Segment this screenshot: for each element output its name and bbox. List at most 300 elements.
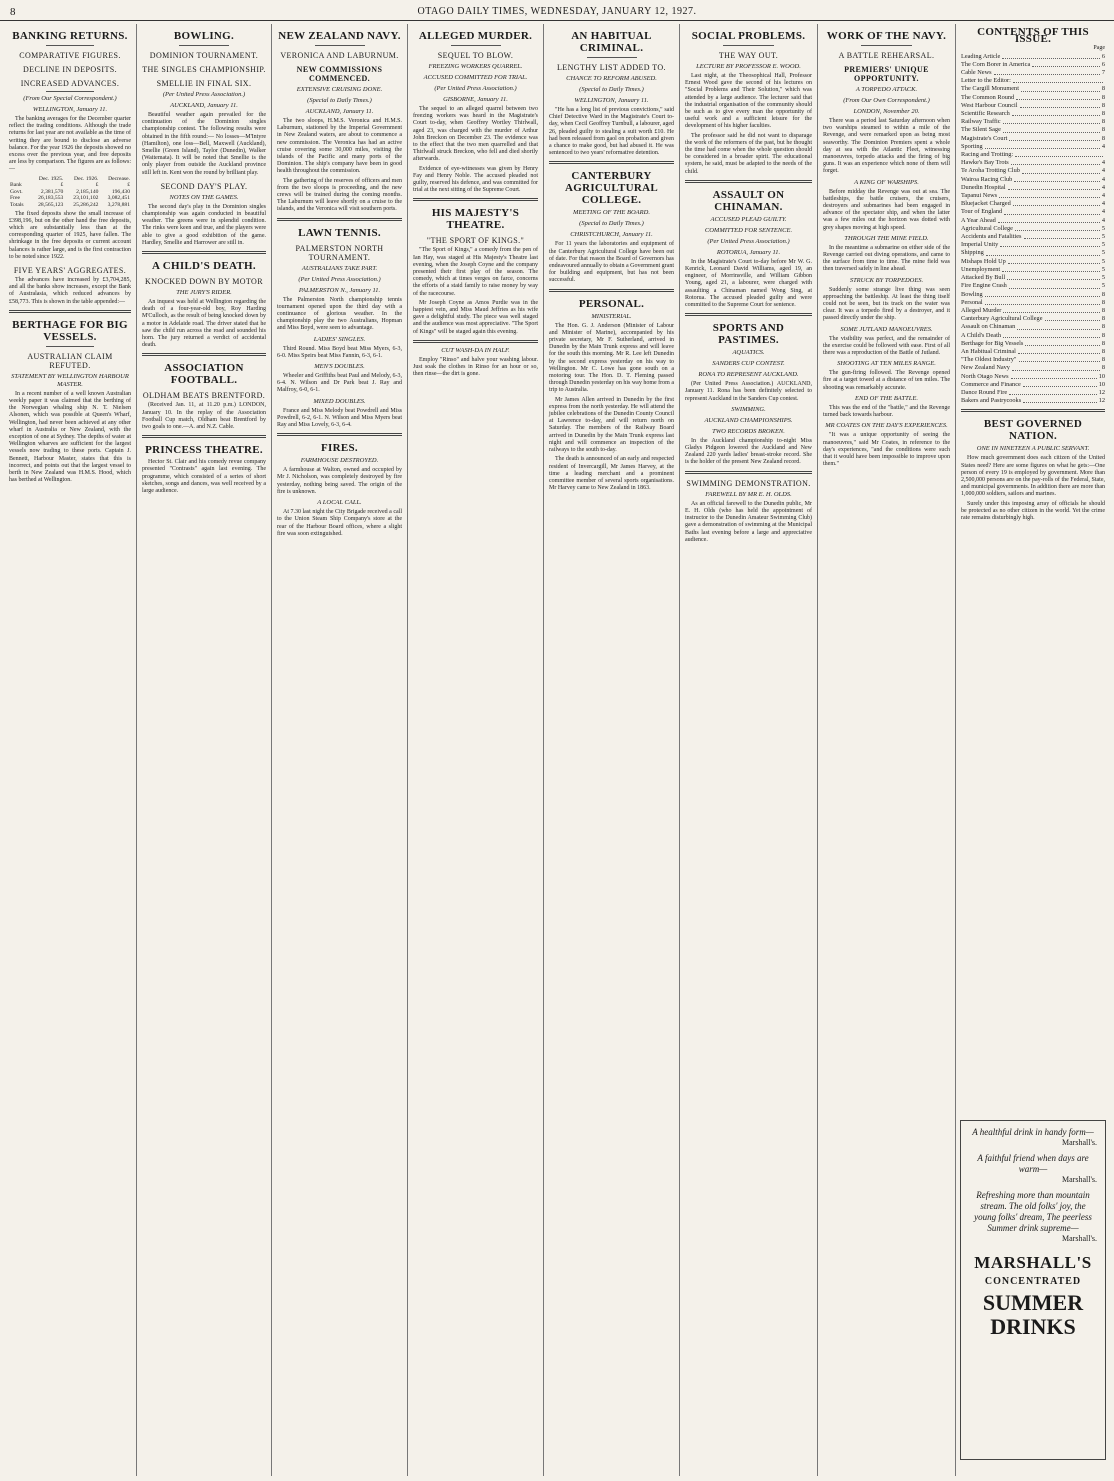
article-text: The Hon. G. J. Anderson (Minister of Labour and Minister of Marine), accompanied by his private secretary, Mr F. Sutherland, arrived in Dunedin by the Main Trunk express and will leave for the south this morning. Mr R. Lee left Dunedin by the second express yesterday on his way to Wellington. Mr C. Lowe has gone south on a motoring tour. The Hon. D. T. Fleming passed through Dunedin yesterday on his way home from a trip to Australia. (549, 322, 674, 394)
subhead: MR COATES ON THE DAY'S EXPERIENCES. (825, 422, 948, 430)
article-text: Surely under this imposing array of officials he should be protected as no other citizen in the world. Yet the crime rate remains disturbingly high. (961, 500, 1105, 521)
subhead: MEN'S DOUBLES. (314, 363, 365, 371)
toc-item-title: Tour of England (961, 208, 1003, 216)
subhead: ONE IN NINETEEN A PUBLIC SERVANT. (976, 445, 1090, 453)
toc-item-title: Personal (961, 298, 983, 306)
toc-item-page: 5 (1101, 249, 1105, 257)
toc-item (961, 225, 1105, 233)
toc-item-title: Bowling (961, 290, 983, 298)
toc-item (961, 266, 1105, 274)
toc-item (961, 217, 1105, 225)
subhead: DECLINE IN DEPOSITS. (23, 65, 117, 74)
toc-leader (985, 299, 1100, 305)
toc-item (961, 364, 1105, 372)
page-number: 8 (10, 6, 16, 18)
headline-personal: PERSONAL. (578, 297, 645, 310)
toc-item-title: A Year Ahead (961, 216, 996, 224)
subhead: PALMERSTON NORTH TOURNAMENT. (295, 243, 384, 262)
toc-leader (1013, 77, 1103, 83)
dateline: PALMERSTON N., January 11. (298, 286, 381, 294)
table-cell: £ (95, 182, 99, 189)
toc-leader (1003, 126, 1100, 132)
article-text: The gun-firing followed. The Revenge opened fire at a target towed at a distance of ten miles. The shooting was remarkably accurate. (823, 370, 950, 391)
toc-leader (1020, 102, 1100, 108)
toc-item-title: Cable News (961, 69, 992, 77)
toc-leader (1025, 340, 1100, 346)
ad-line: A healthful drink in handy form— (972, 1127, 1094, 1137)
toc-item-page: 8 (1101, 347, 1105, 355)
toc-item (961, 61, 1105, 69)
subhead: A LOCAL CALL. (317, 499, 362, 507)
toc-item-page: 4 (1101, 167, 1105, 175)
column-criminal (544, 24, 680, 1476)
article-text: Before midday the Revenge was out at sea. The battleships, the battle cruisers, the cruisers, destroyers and submarines had been engaged in advance of the spectator ship, and when the latter was a few miles out the horizon was dotted with grey shapes moving at high speed. (823, 188, 950, 231)
toc-item-title: Bluejacket Charged (961, 200, 1011, 208)
article-text: Evidence of eye-witnesses was given by Henry Fay and Henry Noble. The accused pleaded not guilty, reserved his defence, and was committed for trial at the next sitting of the Supreme Court. (413, 165, 538, 194)
toc-leader (1023, 397, 1097, 403)
article-text: In the Magistrate's Court to-day before Mr W. G. Kenrick, Leonard David Williams, aged 19, an engineer, of Morrinsville, and William Gibbon Young, aged 21, a labourer, were charged with assaulting a Chinaman named Wong Sing, at Rotorua. The accused pleaded guilty and were committed to the Supreme Court for sentence. (685, 258, 812, 309)
toc-item (961, 315, 1105, 323)
toc-item-title: Te Aroha Trotting Club (961, 167, 1020, 175)
toc-item-page: 8 (1101, 331, 1105, 339)
toc-item (961, 184, 1105, 192)
toc-leader (1018, 348, 1100, 354)
toc-item-page: 8 (1101, 339, 1105, 347)
toc-item-title: Racing and Trotting: (961, 151, 1014, 159)
table-cell: 28,565,123 (38, 202, 64, 208)
subhead: LADIES' SINGLES. (313, 335, 366, 343)
table-cell: Dec. 1926. (74, 175, 99, 182)
toc-item-title: Berthage for Big Vessels (961, 339, 1024, 347)
toc-item-title: West Harbour Council (961, 101, 1018, 109)
table-cell: Decrease. (108, 175, 130, 182)
ad-brand: Marshall's. (1062, 1234, 1097, 1243)
toc-item-page: 5 (1101, 241, 1105, 249)
subhead: "THE SPORT OF KINGS." (426, 236, 525, 246)
toc-item (961, 126, 1105, 134)
toc-item-title: Wairoa Racing Club (961, 175, 1013, 183)
toc-item-title: New Zealand Navy (961, 364, 1010, 372)
toc-leader (1021, 85, 1100, 91)
toc-item-title: Agricultural College (961, 224, 1013, 232)
table-cell: 23,101,102 (73, 195, 99, 202)
toc-leader (1012, 110, 1100, 116)
headline-child-death: A CHILD'S DEATH. (152, 260, 256, 273)
subhead: SHOOTING AT TEN MILES RANGE. (837, 360, 936, 368)
toc-leader (1009, 282, 1100, 288)
toc-leader (1004, 208, 1100, 214)
toc-leader (1022, 167, 1100, 173)
toc-leader (1009, 389, 1097, 395)
article-text: "The Sport of Kings," a comedy from the pen of Ian Hay, was staged at His Majesty's Theatre last evening, when the Joseph Coyne and the company presented their first play of the season. The comedy, which at times verges on farce, concerns the efforts of a staid family to raise money by way of the racecourse. (413, 247, 538, 297)
toc-item-page: 8 (1101, 110, 1105, 118)
headline-theatre: PRINCESS THEATRE. (145, 444, 263, 457)
article-text: Employ "Rinso" and halve your washing labour. Just soak the clothes in Rinso for an hour or so, then rinse—the dirt is gone. (413, 356, 538, 378)
article-text: The banking averages for the December quarter reflect the trading conditions. Although the trade returns for last year are not available as the time of writing they are bound to disclose an adverse balance. For the year 1926 the deposits showed no excess over the previous year, and free deposits are less by comparison. The figures are as follows:— (9, 116, 131, 173)
toc-leader (1023, 381, 1097, 387)
toc-item (961, 85, 1105, 93)
toc-item-page: 4 (1101, 175, 1105, 183)
dateline: LONDON, November 20. (853, 108, 920, 115)
table-cell: 25,286,242 (73, 202, 99, 208)
article-text: Suddenly some strange live thing was seen approaching the battleship. At least the thing itself could not be seen, but its track on the water was clear. It was a torpedo fired by a destroyer, and it passed directly under the ship. (823, 286, 950, 322)
table-of-contents (961, 53, 1105, 406)
article-text: How much government does each citizen of the United States need? Here are some figures on what he gets:—One person of every 19 is employed by government. More than 2,500,000 persons are on the pay-rolls of the Federal, State, and municipal governments. In addition there are more than 1,000,000 soldiers, sailors and marines. (961, 455, 1105, 498)
subhead: FARMHOUSE DESTROYED. (300, 457, 379, 465)
article-text: The two sloops, H.M.S. Veronica and H.M.S. Laburnum, stationed by the Imperial Government in New Zealand waters, are about to commence a new commission. The Veronica has had an active cruise covering some 30,000 miles, visiting the islands of the Pacific and many ports of the Dominion. The ship's company have been in good health throughout the commission. (277, 118, 402, 175)
headline-criminal: AN HABITUAL CRIMINAL. (571, 30, 652, 54)
toc-item (961, 299, 1105, 307)
subhead: MEETING OF THE BOARD. (573, 209, 650, 217)
toc-item (961, 159, 1105, 167)
toc-item (961, 241, 1105, 249)
deposits-table (9, 176, 131, 209)
headline-murder: ALLEGED MURDER. (418, 30, 533, 42)
ad-line: Refreshing more than mountain stream. The old folks' joy, the young folks' dream, The peerless Summer drink supreme— (974, 1190, 1092, 1233)
toc-item (961, 135, 1105, 143)
column-murder (408, 24, 544, 1476)
toc-item-page: 5 (1101, 282, 1105, 290)
article-text: In the meantime a submarine on either side of the Revenge carried out diving operations, and came to the surface from time to time. The mine field was then traversed safely in line ahead. (823, 244, 950, 273)
article-text: The gathering of the reserves of officers and men from the two sloops is proceeding, and the new crews will be trained during the coming months. The Laburnum will leave shortly on a cruise to the islands, and the Veronica will visit southern ports. (277, 177, 402, 213)
dateline: AUCKLAND, January 11. (170, 102, 238, 109)
toc-item-page: 12 (1098, 397, 1105, 405)
table-row (9, 195, 131, 202)
toc-leader (1000, 241, 1100, 247)
newspaper-title: OTAGO DAILY TIMES, WEDNESDAY, JANUARY 12, 1927. (417, 6, 697, 17)
toc-leader (1008, 184, 1100, 190)
toc-item (961, 94, 1105, 102)
toc-item (961, 389, 1105, 397)
toc-item-page: 8 (1101, 85, 1105, 93)
toc-item-title: A Child's Death (961, 331, 1001, 339)
subhead: THE WAY OUT. (718, 51, 779, 60)
toc-leader (1015, 225, 1100, 231)
toc-item (961, 200, 1105, 208)
toc-item (961, 356, 1105, 364)
toc-item-title: Tapanui News (961, 192, 998, 200)
toc-leader (986, 249, 1100, 255)
toc-item-title: Alleged Murder (961, 306, 1002, 314)
toc-item (961, 110, 1105, 118)
toc-leader (1015, 151, 1103, 157)
toc-item (961, 192, 1105, 200)
table-cell: Free (10, 195, 20, 202)
column-navy (272, 24, 408, 1476)
toc-item-title: The Cargill Monument (961, 85, 1019, 93)
article-text: (Per United Press Association.) AUCKLAND, January 11. Rona has been definitely selected to represent Auckland in the Sanders Cup contest. (685, 381, 812, 402)
table-cell: 2,185,140 (76, 188, 99, 195)
subhead: AUCKLAND CHAMPIONSHIPS. (704, 416, 793, 424)
subhead: A TORPEDO ATTACK. (855, 86, 918, 93)
column-bowling (137, 24, 272, 1476)
toc-item-title: Dunedin Hospital (961, 183, 1006, 191)
table-cell: £ (127, 182, 130, 189)
table-cell: 3,082,451 (107, 195, 130, 202)
table-cell: 196,430 (111, 188, 130, 195)
toc-item (961, 381, 1105, 389)
byline: (From Our Own Correspondent.) (843, 97, 930, 104)
dateline: WELLINGTON, January 11. (574, 97, 649, 104)
column-navy-work (818, 24, 956, 1476)
subhead: COMPARATIVE FIGURES. (19, 51, 121, 60)
masthead (0, 4, 1114, 21)
toc-item-page: 8 (1101, 298, 1105, 306)
toc-leader (985, 143, 1100, 149)
toc-item-title: Canterbury Agricultural College (961, 315, 1043, 323)
subhead: ACCUSED PLEAD GUILTY. (710, 215, 787, 223)
toc-item (961, 282, 1105, 290)
ad-brand: Marshall's. (1062, 1138, 1097, 1147)
article-text: Beautiful weather again prevailed for the continuation of the Dominion singles championship contest. The following results were obtained in the fifth round:— No losses—M'Intyre (Hamilton), one loss—Bell, Maxwell (Auckland), Smellie (Green Island), Taylor (Dunedin), Walker (Waitemata). It will be noted that Smellie is the only player from outside the Auckland province still left in. Kent won the round by brilliant play. (142, 112, 266, 176)
article-text: There was a period last Saturday afternoon when two warships steamed to within a mile of the Revenge, and were remarked upon as being most seaworthy. The Dominion Premiers spent a whole day at sea with the Atlantic Fleet, witnessing manoeuvres, torpedo attacks and the firing of big guns. It was an experience which none of them will forget. (823, 118, 950, 175)
toc-leader (1007, 274, 1100, 280)
toc-item-page: 8 (1101, 356, 1105, 364)
toc-item-title: Assault on Chinaman (961, 323, 1016, 331)
toc-item (961, 340, 1105, 348)
page-label: Page (1093, 45, 1105, 52)
headline-bowling: BOWLING. (173, 30, 235, 42)
toc-leader (1045, 315, 1100, 321)
toc-item (961, 249, 1105, 257)
toc-item-page: 8 (1101, 93, 1105, 101)
toc-item-title: Leading Article (961, 52, 1001, 60)
subhead: END OF THE BATTLE. (855, 394, 918, 402)
toc-item-title: Unemployment (961, 265, 1001, 273)
toc-item-title: Sporting (961, 142, 983, 150)
toc-item-title: The Corn Borer in America (961, 60, 1031, 68)
headline-fires: FIRES. (321, 442, 358, 455)
toc-leader (1011, 159, 1100, 165)
toc-leader (1017, 323, 1100, 329)
subhead: FAREWELL BY MR E. H. OLDS. (705, 490, 792, 498)
toc-item-title: "The Oldest Industry" (961, 356, 1017, 364)
toc-item-title: Scientific Research (961, 110, 1010, 118)
article-text: Wheeler and Griffiths beat Paul and Melody, 6-3, 6-4. N. Wilson and Dr Park beat J. Ray and Malfroy, 6-0, 6-1. (277, 373, 402, 394)
subhead: STRUCK BY TORPEDOES. (849, 276, 924, 284)
subhead: FREEZING WORKERS QUARREL. (428, 63, 523, 70)
toc-leader (1003, 307, 1099, 313)
toc-item-page: 8 (1101, 118, 1105, 126)
toc-item-page: 4 (1101, 192, 1105, 200)
toc-item-title: Dance Round Fire (961, 388, 1008, 396)
toc-item (961, 274, 1105, 282)
subhead: LENGTHY LIST ADDED TO. (557, 63, 666, 72)
article-text: France and Miss Melody beat Powdrell and Miss Powdrell, 6-2, 6-1. N. Wilson and Miss Myers beat Ray and Miss Lovely, 6-3, 6-4. (277, 407, 402, 429)
toc-item (961, 143, 1105, 151)
toc-leader (1014, 176, 1100, 182)
headline-social: SOCIAL PROBLEMS. (691, 30, 806, 42)
toc-item (961, 258, 1105, 266)
ad-line: A faithful friend when days are warm— (977, 1153, 1089, 1174)
subhead: NOTES ON THE GAMES. (169, 193, 239, 201)
ad-subtitle: CONCENTRATED (984, 1276, 1082, 1287)
marshalls-advertisement (960, 1120, 1106, 1460)
toc-item-page: 4 (1101, 142, 1105, 150)
article-text: Mr James Allen arrived in Dunedin by the first express from the north yesterday. He will attend the jubilee celebrations of the Dunedin County Council at Lawrence to-day, and will return north on Saturday. The members of the Railway Board arrived in Dunedin by the Main Trunk express last night and will commence an inspection of the railways to the south to-day. (549, 396, 674, 454)
subhead: PREMIERS' UNIQUE OPPORTUNITY. (844, 65, 929, 83)
toc-item-page: 10 (1098, 380, 1105, 388)
subhead: SECOND DAY'S PLAY. (160, 181, 248, 191)
subhead: MINISTERIAL. (591, 312, 632, 320)
table-row (9, 182, 131, 189)
toc-item-title: Commerce and Finance (961, 380, 1021, 388)
toc-item (961, 323, 1105, 331)
subhead: OLDHAM BEATS BRENTFORD. (142, 391, 266, 401)
subhead: LECTURE BY PROFESSOR E. WOOD. (696, 63, 801, 70)
headline-navy: NEW ZEALAND NAVY. (278, 30, 401, 42)
byline: (Special to Daily Times.) (579, 220, 644, 228)
headline-best-governed: BEST GOVERNED NATION. (983, 418, 1083, 443)
article-text: Last night, at the Theosophical Hall, Professor Ernest Wood gave the second of his lectures on "Social Problems and Their Solution," which was attended by a large audience. The lecturer said that the industrial organisation of the community should be such as to give every man the opportunity of useful work and a sufficient leisure for the development of his higher faculties. (685, 73, 812, 130)
article-text: The professor said he did not want to disparage the work of the reformers of the past, but he thought the time had come when the whole question should be considered in a broader spirit. The educational system, he said, must be adapted to the needs of the child. (685, 132, 812, 175)
subhead: AUSTRALIANS TAKE PART. (301, 264, 378, 272)
headline-assault: ASSAULT ON CHINAMAN. (712, 188, 785, 213)
article-text: A farmhouse at Walton, owned and occupied by Mr J. Nicholson, was completely destroyed by fire yesterday, nothing being saved. The origin of the fire is unknown. (277, 467, 402, 495)
toc-leader (1008, 258, 1100, 264)
article-text: In the Auckland championship to-night Miss Gladys Pidgeon lowered the Auckland and New Zealand 220 yards ladies' breast-stroke record. She is the holder of the present New Zealand record. (685, 437, 812, 466)
subhead: COMMITTED FOR SENTENCE. (704, 226, 793, 234)
subhead: EXTENSIVE CRUISING DONE. (296, 86, 383, 93)
toc-item (961, 53, 1105, 61)
article-text: For 11 years the laboratories and equipment of the Canterbury Agricultural College have been out of date. For that reason the Board of Governors has endeavoured annually to obtain a Government grant for building and equipment, but has not been successful. (549, 241, 674, 284)
toc-item (961, 397, 1105, 405)
article-text: The advances have increased by £3,704,285, and all the banks show increases, except the Bank of Australasia, which reduced advances by £58,773. This is shown in the table appended:— (9, 277, 131, 305)
toc-leader (1016, 94, 1100, 100)
toc-item (961, 291, 1105, 299)
article-text: Mr Joseph Coyne as Amos Purdie was in the happiest vein, and Miss Maud Jeffries as his wife gave a delightful study. The piece was well staged and the audience was most appreciative. "The Sport of Kings" will be staged again this evening. (413, 299, 538, 335)
byline: (Per United Press Association.) (434, 85, 517, 92)
byline: (Per United Press Association.) (707, 237, 790, 245)
headline-berthage: BERTHAGE FOR BIG VESSELS. (12, 318, 128, 343)
toc-item-page: 8 (1101, 323, 1105, 331)
toc-leader (1009, 135, 1099, 141)
toc-item-title: Magistrate's Court (961, 134, 1008, 142)
toc-item-page: 5 (1101, 224, 1105, 232)
toc-item (961, 102, 1105, 110)
toc-leader (994, 69, 1100, 75)
toc-item-page: 8 (1101, 364, 1105, 372)
subhead: STATEMENT BY WELLINGTON HARBOUR MASTER. (11, 372, 129, 388)
article-text: The Palmerston North championship tennis tournament opened upon the third day with a continuance of glorious weather. In the championship play the two Australians, Hopman and Miss Boyd, were seen to advantage. (277, 296, 402, 332)
toc-item-page: 8 (1101, 306, 1105, 314)
article-text: The second day's play in the Dominion singles championship was again conducted in beautiful weather. The greens were in splendid condition. The rinks were keen and true, and the players were able to give a good exhibition of the game. Hardley, Smellie and Harrower are still in. (142, 203, 266, 246)
headline-football: ASSOCIATION FOOTBALL. (164, 362, 244, 387)
table-cell: 26,183,553 (38, 195, 64, 202)
article-text: (Received Jan. 11, at 11.20 p.m.) LONDON, January 10. In the replay of the Association Football Cup match, Oldham beat Brentford by two goals to one.—A. and N.Z. Cable. (142, 402, 266, 431)
toc-leader (999, 192, 1100, 198)
article-text: An inquest was held at Wellington regarding the death of a four-year-old boy, Roy Harding M'Culloch, as the result of being knocked down by a motor in Adelaide road. The driver stated that he saw the child run across the road and sounded his horn. The jury returned a verdict of accidental death. (142, 299, 266, 349)
toc-item-page: 8 (1101, 134, 1105, 142)
toc-item-page: 4 (1101, 159, 1105, 167)
toc-item-title: The Common Round (961, 93, 1015, 101)
article-text: This was the end of the "battle," and the Revenge turned back towards harbour. (823, 404, 950, 419)
article-text: The death is announced of an early and respected resident of Invercargill, Mr James Harvey, at the time a leading merchant and a prominent committee member of several sports organisations. Mr Harvey came to New Zealand in 1863. (549, 456, 674, 492)
toc-item (961, 373, 1105, 381)
toc-item-title: An Habitual Criminal (961, 347, 1016, 355)
toc-item-title: Railway Traffic (961, 118, 1001, 126)
table-cell (9, 176, 29, 183)
headline-theatre: HIS MAJESTY'S THEATRE. (431, 207, 520, 232)
toc-item-title: Mishaps Hold Up (961, 257, 1006, 265)
ad-title: MARSHALL'S (974, 1253, 1092, 1272)
subhead: INCREASED ADVANCES. (20, 79, 120, 88)
toc-item (961, 69, 1105, 77)
dateline: ROTORUA, January 11. (716, 248, 781, 256)
toc-item-title: Letter to the Editor: (961, 77, 1011, 85)
subhead: RONA TO REPRESENT AUCKLAND. (698, 371, 799, 379)
headline-navy-work: WORK OF THE NAVY. (826, 30, 947, 42)
toc-leader (1011, 373, 1097, 379)
toc-item (961, 167, 1105, 175)
toc-item (961, 332, 1105, 340)
toc-item-title: North Otago News (961, 372, 1009, 380)
article-text: As an official farewell to the Dunedin public, Mr E. H. Olds (who has held the appointment of instructor to the Dunedin Amateur Swimming Club) gave a demonstration of swimming at the Municipal Baths last evening before a large and appreciative audience. (685, 500, 812, 543)
byline: (Per United Press Association.) (162, 91, 246, 98)
toc-item-page: 12 (1098, 388, 1105, 396)
toc-item-title: Shipping (961, 249, 984, 257)
toc-item-title: Bakers and Pastrycooks (961, 397, 1022, 405)
dateline: CHRISTCHURCH, January 11. (570, 231, 653, 239)
byline: (Special to Daily Times.) (307, 97, 372, 104)
ad-brand: Marshall's. (1062, 1175, 1097, 1184)
article-text: The sequel to an alleged quarrel between two freezing workers was heard in the Magistrate's Court to-day, when Geoffrey Wortley Thirlwall, aged 23, was charged with the murder of Arthur John Breckon on December 23. The evidence was to the effect that the two men quarrelled and that Thirlwall struck Breckon, who fell and died shortly afterwards. (413, 106, 538, 163)
dateline: WELLINGTON, January 11. (32, 106, 108, 113)
column-banking (4, 24, 137, 1476)
subhead: AUSTRALIAN CLAIM REFUTED. (27, 351, 113, 370)
article-text: "It was a unique opportunity of seeing the manoeuvres," said Mr Coates, in reference to the day's experiences, "and the conditions were such that it would have been impossible to improve upon them." (823, 432, 950, 468)
contents-title: CONTENTS OF THIS ISSUE. (977, 26, 1089, 46)
table-row (9, 202, 131, 209)
toc-item-page: 4 (1101, 183, 1105, 191)
headline-swimming: SWIMMING DEMONSTRATION. (686, 478, 811, 488)
subhead: THROUGH THE MINE FIELD. (844, 234, 929, 242)
toc-item-page: 8 (1101, 290, 1105, 298)
toc-item-page: 4 (1101, 208, 1105, 216)
article-text: In a recent number of a well known Australian weekly paper it was claimed that the berthing of the Norwegian whaling ship N. T. Nielsen Alsonen, which was possible at Queen's Wharf, Wellington, had never been achieved at any other wharf in Australia or New Zealand, with the exception of one at Sydney. The depths of water at Wellington wharves are sufficient for the largest vessels now trading to these ports. Captain J. Bennett, Harbour Master, states that this is incorrect, and points out that the largest vessel to berth in New Zealand was H.M.S. Hood, which has berthed at Wellington. (9, 390, 131, 484)
headline-tennis: LAWN TENNIS. (298, 226, 381, 239)
toc-item (961, 233, 1105, 241)
toc-item-title: Imperial Unity (961, 241, 999, 249)
toc-leader (985, 291, 1100, 297)
ad-product: SUMMER (982, 1290, 1084, 1315)
toc-leader (1024, 233, 1100, 239)
subhead: CUT WASH-DA IN HALF. (441, 346, 510, 354)
subhead: CHANCE TO REFORM ABUSED. (566, 75, 657, 82)
toc-leader (1003, 118, 1100, 124)
subhead: SMELLIE IN FINAL SIX. (156, 79, 252, 88)
article-text: Third Round. Miss Boyd beat Miss Myers, 6-3, 6-0. Miss Speirs beat Miss Fannin, 6-3, 6-1. (277, 345, 402, 359)
subhead: ACCUSED COMMITTED FOR TRIAL. (423, 74, 528, 81)
subhead: TWO RECORDS BROKEN. (712, 427, 785, 435)
subhead: AQUATICS. (732, 349, 765, 357)
toc-item-title: Accidents and Fatalities (961, 233, 1022, 241)
toc-leader (1032, 61, 1100, 67)
toc-item-title: Fire Engine Crash (961, 282, 1007, 290)
toc-item (961, 348, 1105, 356)
dateline: GISBORNE, January 11. (443, 96, 508, 103)
toc-item-title: Hawke's Bay Trots (961, 159, 1009, 167)
headline-sports: SPORTS AND PASTIMES. (712, 322, 785, 347)
toc-item-page: 6 (1101, 52, 1105, 60)
byline: (Special to Daily Times.) (579, 86, 644, 93)
subhead: FIVE YEARS' AGGREGATES. (13, 266, 127, 276)
toc-leader (1003, 332, 1100, 338)
toc-item-page: 8 (1101, 126, 1105, 134)
toc-item-title: The Silent Sage (961, 126, 1001, 134)
subhead: SEQUEL TO BLOW. (437, 51, 514, 60)
toc-item-page: 7 (1101, 69, 1105, 77)
